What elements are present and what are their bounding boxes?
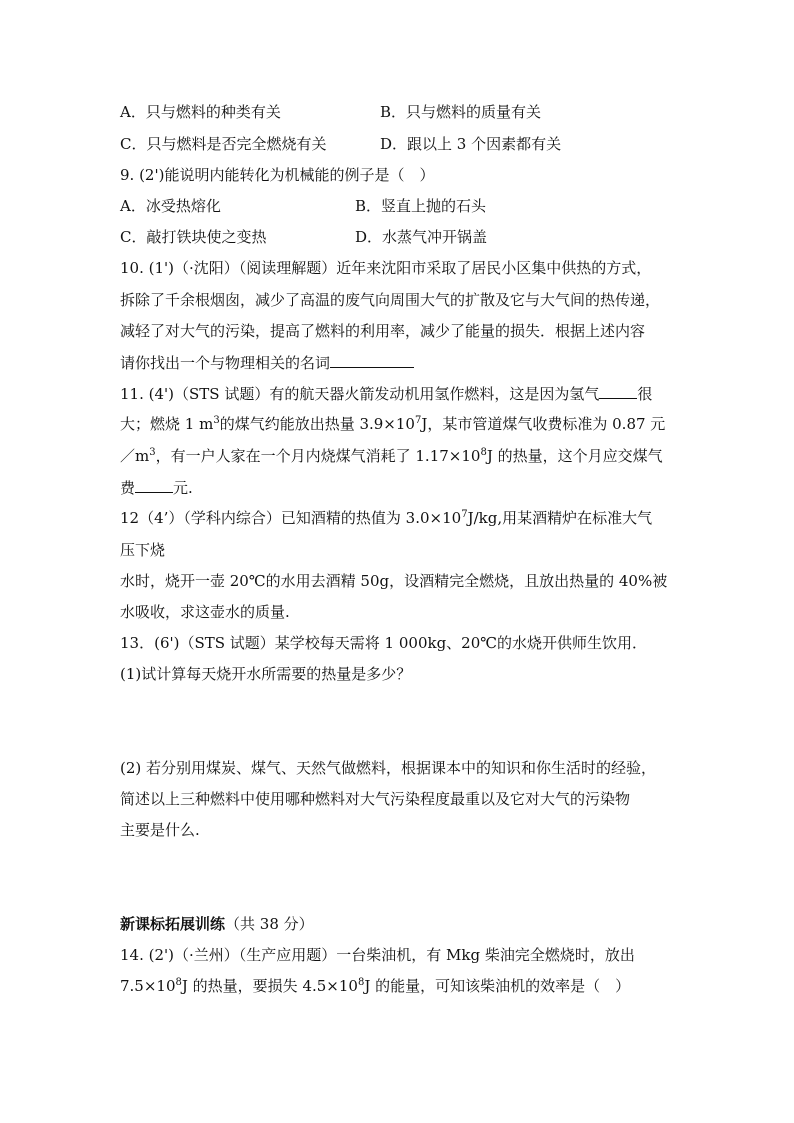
q11-line-3-sup-1: 3 xyxy=(149,447,156,458)
q11-answer-blank-1[interactable] xyxy=(599,383,637,399)
q11-line-2 xyxy=(120,414,665,434)
q9-stem: 9. (2')能说明内能转化为机械能的例子是（ ） xyxy=(120,166,435,184)
q11-line-2-b: 的煤气约能放出热量 3.9×10 xyxy=(219,415,415,433)
q8-option-d: D．跟以上 3 个因素都有关 xyxy=(380,135,562,153)
q11-line-3-a: ／m xyxy=(120,447,150,465)
q11-line-3 xyxy=(120,446,663,466)
q11-line-2-c: J，某市管道煤气收费标准为 0.87 元 xyxy=(421,415,666,433)
q9-option-d: D．水蒸气冲开锅盖 xyxy=(355,228,488,246)
q11-line-3-b: ，有一户人家在一个月内烧煤气消耗了 1.17×10 xyxy=(155,447,481,465)
q12-line-4: 水吸收，求这壶水的质量. xyxy=(120,603,290,621)
q10-line-2: 拆除了千余根烟囱，减少了高温的废气向周围大气的扩散及它与大气间的热传递， xyxy=(120,291,661,309)
q11-answer-blank-2[interactable] xyxy=(135,477,173,493)
q13-sub-1: (1)试计算每天烧开水所需要的热量是多少？ xyxy=(120,665,412,683)
q11-line-3-c: J 的热量，这个月应交煤气 xyxy=(486,447,663,465)
q13-sub-2-line-2: 简述以上三种燃料中使用哪种燃料对大气污染程度最重以及它对大气的污染物 xyxy=(120,790,631,808)
q10-line-4-text: 请你找出一个与物理相关的名词 xyxy=(120,354,331,372)
q14-line-2-sup-1: 8 xyxy=(175,977,182,988)
q8-option-row-2 xyxy=(120,134,326,154)
q11-line-1-end: 很 xyxy=(637,385,653,403)
q9-option-a: A．冰受热熔化 xyxy=(120,197,221,215)
q9-option-b: B．竖直上抛的石头 xyxy=(355,197,487,215)
q8-option-d-wrap xyxy=(380,134,561,154)
q13-stem: 13．(6')（STS 试题）某学校每天需将 1 000kg、20℃的水烧开供师生饮用． xyxy=(120,634,648,652)
section-heading xyxy=(120,914,314,934)
q8-option-row-1 xyxy=(120,102,281,122)
q9-option-b-wrap xyxy=(355,196,486,216)
q12-line-1-b: J/kg,用某酒精炉在标准大气 xyxy=(467,509,653,527)
q12-line-3: 水时，烧开一壶 20℃的水用去酒精 50g，设酒精完全燃烧，且放出热量的 40%被 xyxy=(120,572,668,590)
q13-sub-2-line-1: (2) 若分别用煤炭、煤气、天然气做燃料，根据课本中的知识和你生活时的经验， xyxy=(120,759,657,777)
q11-line-1 xyxy=(120,383,652,404)
q11-line-2-sup-1: 3 xyxy=(213,415,220,426)
q10-answer-blank[interactable] xyxy=(330,352,414,368)
q9-option-row-2 xyxy=(120,227,266,247)
q14-line-2-sup-2: 8 xyxy=(357,977,365,988)
q9-option-d-wrap xyxy=(355,227,487,247)
q11-line-2-a: 大；燃烧 1 m xyxy=(120,415,214,433)
q8-option-b: B．只与燃料的质量有关 xyxy=(380,103,542,121)
q10-line-4 xyxy=(120,352,414,373)
q11-line-4 xyxy=(120,477,193,498)
q10-line-1: 10. (1')（·沈阳）（阅读理解题）近年来沈阳市采取了居民小区集中供热的方式， xyxy=(120,259,652,277)
section-score: （共 38 分） xyxy=(225,915,314,933)
q9-option-c: C．敲打铁块使之变热 xyxy=(120,228,267,246)
q8-option-b-wrap xyxy=(380,102,541,122)
q12-line-2: 压下烧 xyxy=(120,541,166,559)
q12-line-1-sup: 7 xyxy=(461,509,468,520)
q11-line-4-a: 费 xyxy=(120,479,136,497)
q13-sub-2-line-3: 主要是什么. xyxy=(120,821,200,839)
q14-line-1: 14. (2')（·兰州）（生产应用题）一台柴油机，有 Mkg 柴油完全燃烧时，放出 xyxy=(120,946,635,964)
q12-line-1 xyxy=(120,508,652,528)
section-title: 新课标拓展训练 xyxy=(120,915,226,933)
q14-line-2-b: J 的热量，要损失 4.5×10 xyxy=(181,977,358,995)
q11-line-3-sup-2: 8 xyxy=(480,447,487,458)
q8-option-a: A．只与燃料的种类有关 xyxy=(120,103,281,121)
q14-line-2 xyxy=(120,976,630,996)
q12-line-1-a: 12（4’）（学科内综合）已知酒精的热值为 3.0×10 xyxy=(120,509,462,527)
q14-line-2-a: 7.5×10 xyxy=(120,977,176,995)
q11-line-4-b: 元. xyxy=(173,479,193,497)
q9-option-row-1 xyxy=(120,196,221,216)
q10-line-3: 减轻了对大气的污染，提高了燃料的利用率，减少了能量的损失．根据上述内容 xyxy=(120,322,646,340)
q14-line-2-c: J 的能量，可知该柴油机的效率是（ ） xyxy=(364,977,631,995)
q11-line-1-text: 11. (4')（STS 试题）有的航天器火箭发动机用氢作燃料，这是因为氢气 xyxy=(120,385,600,403)
q11-line-2-sup-2: 7 xyxy=(414,415,422,426)
q8-option-c: C．只与燃料是否完全燃烧有关 xyxy=(120,135,327,153)
